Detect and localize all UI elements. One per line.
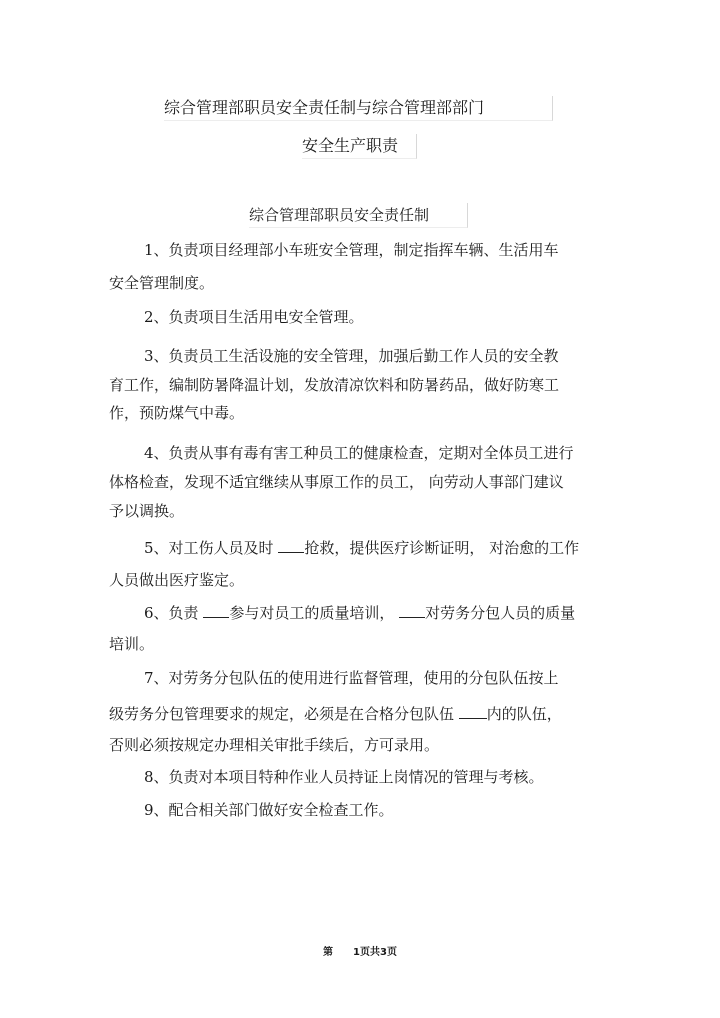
item-5-text-a: 5、对工伤人员及时 xyxy=(144,539,279,557)
item-3-line-1: 3、负责员工生活设施的安全管理，加强后勤工作人员的安全教 xyxy=(144,347,559,365)
blank-underline xyxy=(459,704,487,719)
item-7-line-1: 7、对劳务分包队伍的使用进行监督管理，使用的分包队伍按上 xyxy=(144,669,559,687)
document-title-line2: 安全生产职责 xyxy=(302,134,417,159)
item-6-line-1 xyxy=(144,602,575,624)
item-6-text-b: 参与对员工的质量培训， xyxy=(229,604,400,622)
item-9-line-1: 9、配合相关部门做好安全检查工作。 xyxy=(144,801,394,819)
item-3-line-2: 育工作，编制防暑降温计划，发放清凉饮料和防暑药品，做好防寒工 xyxy=(109,376,560,394)
item-7-line-3: 否则必须按规定办理相关审批手续后，方可录用。 xyxy=(109,736,440,754)
section-title: 综合管理部职员安全责任制 xyxy=(249,203,468,228)
page-footer xyxy=(0,946,720,960)
item-5-text-b: 抢救，提供医疗诊断证明， 对治愈的工作 xyxy=(304,539,580,557)
item-5-line-1 xyxy=(144,537,579,559)
item-7-line-2 xyxy=(109,703,562,725)
item-4-line-3: 予以调换。 xyxy=(109,502,185,520)
blank-underline xyxy=(399,603,425,618)
item-7-text-a: 级劳务分包管理要求的规定，必须是在合格分包队伍 xyxy=(109,705,459,723)
item-3-line-3: 作，预防煤气中毒。 xyxy=(109,404,245,422)
document-title-line1: 综合管理部职员安全责任制与综合管理部部门 xyxy=(164,96,553,121)
item-6-text-a: 6、负责 xyxy=(144,604,204,622)
blank-underline xyxy=(278,538,304,553)
item-4-line-2: 体格检查，发现不适宜继续从事原工作的员工， 向劳动人事部门建议 xyxy=(109,473,564,491)
item-4-line-1: 4、负责从事有毒有害工种员工的健康检查，定期对全体员工进行 xyxy=(144,444,574,462)
item-5-line-2: 人员做出医疗鉴定。 xyxy=(109,571,245,589)
footer-prefix: 第 xyxy=(323,947,334,958)
item-1-line-1: 1、负责项目经理部小车班安全管理，制定指挥车辆、生活用车 xyxy=(144,241,559,259)
item-8-line-1: 8、负责对本项目特种作业人员持证上岗情况的管理与考核。 xyxy=(144,768,544,786)
item-6-text-c: 对劳务分包人员的质量 xyxy=(425,604,576,622)
item-6-line-2: 培训。 xyxy=(109,635,155,653)
item-2-line-1: 2、负责项目生活用电安全管理。 xyxy=(144,308,364,326)
item-1-line-2: 安全管理制度。 xyxy=(109,274,215,292)
item-7-text-b: 内的队伍， xyxy=(486,705,562,723)
footer-page-number: 1页共3页 xyxy=(353,947,397,958)
blank-underline xyxy=(203,603,229,618)
